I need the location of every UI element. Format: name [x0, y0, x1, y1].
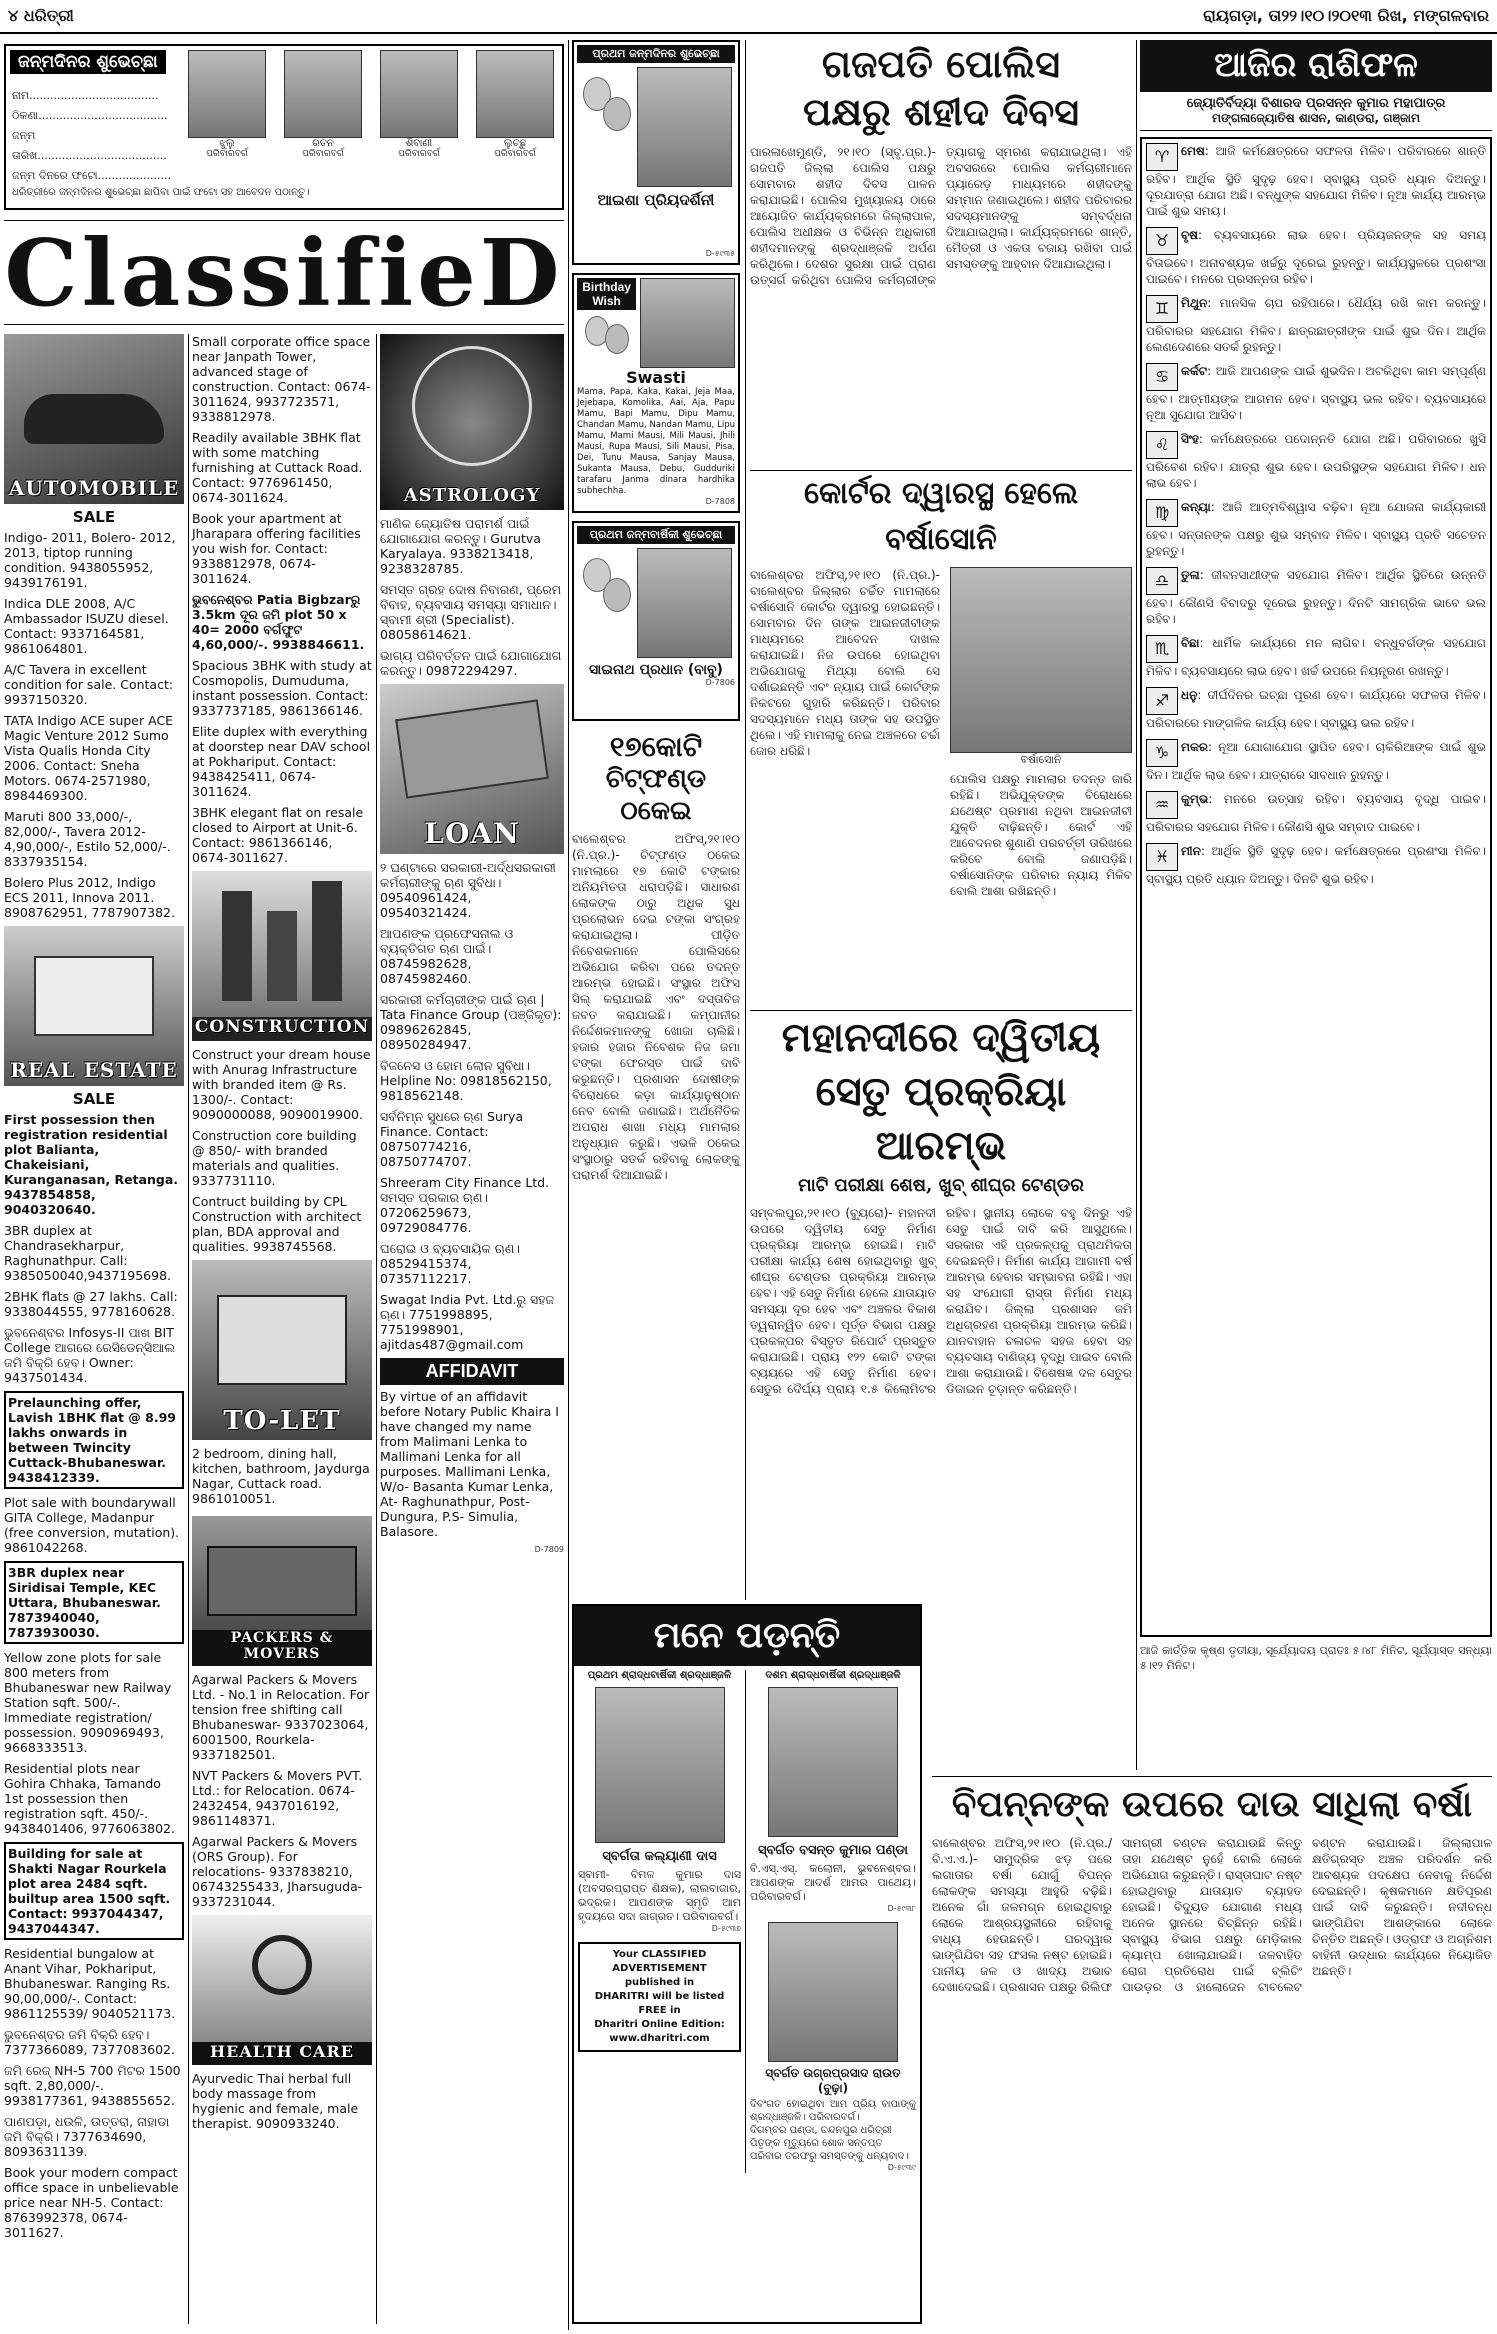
rashi-text: ବ୍ୟବସାୟରେ ଲାଭ ହେବ। ପ୍ରିୟଜନଙ୍କ ସହ ସମୟ ବିତାଇବେ। ଅନାବଶ୍ୟକ ଖର୍ଚ୍ଚରୁ ଦୂରେଇ ରୁହନ୍ତୁ। କାର୍ଯ୍ୟସ୍ଥଳରେ ପ୍ରଶଂସା ପାଇବେ। ମନରେ ପ୍ରସନ୍ନତା ରହିବ। — [1146, 228, 1486, 286]
rashifal-footer: ଆଜି କାର୍ତ୍ତିକ କୃଷ୍ଣ ତୃତୀୟା, ସୂର୍ଯ୍ୟୋଦୟ ପ୍ରାତଃ ୫।୪୮ ମିନିଟ, ସୂର୍ଯ୍ୟାସ୍ତ ସନ୍ଧ୍ୟା ୫।୧୨ ମିନିଟ। — [1140, 1644, 1492, 1672]
rashi-sign: କୁମ୍ଭ — [1181, 792, 1209, 806]
automobile-image — [4, 334, 184, 504]
rashi-entry: ♓ ମୀନ: ଆର୍ଥିକ ସ୍ଥିତି ସୁଦୃଢ଼ ହେବ। କର୍ମକ୍ଷେତ୍ରରେ ପ୍ରଶଂସା ମିଳିବ। ସ୍ବାସ୍ଥ୍ୟ ପ୍ରତି ଧ୍ୟାନ ଦିଅନ୍ତୁ। ଦିନଟି ଶୁଭ ରହିବ। — [1146, 844, 1486, 886]
rashi-text: ଆଜି ଆପଣଙ୍କ ପାଇଁ ଶୁଭଦିନ। ଅଟକିଥିବା କାମ ସମ୍ପୂର୍ଣ୍ଣ ହେବ। ଆତ୍ମୀୟଙ୍କ ଆଗମନ ହେବ। ସ୍ବାସ୍ଥ୍ୟ ଭଲ ରହିବ। ବ୍ୟବସାୟରେ ନୂଆ ସୁଯୋଗ ଆସିବ। — [1146, 364, 1486, 422]
rashi-entry: ♊ ମିଥୁନ: ମାନସିକ ଚାପ ରହିପାରେ। ଧୈର୍ଯ୍ୟ ରଖି କାମ କରନ୍ତୁ। ପରିବାରର ସହଯୋଗ ମିଳିବ। ଛାତ୍ରଛାତ୍ରୀଙ୍କ ପାଇଁ ଶୁଭ ଦିନ। ଆର୍ଥିକ ଲେଣଦେଣରେ ସତର୍କ ରୁହନ୍ତୁ। — [1146, 296, 1487, 354]
rashi-sign: ମକର — [1181, 740, 1208, 754]
pisces-icon: ♓ — [1146, 843, 1178, 871]
cancer-icon: ♋ — [1146, 363, 1178, 391]
classified-ad: Contruct building by CPL Construction with architect plan, BDA approval and qualities. 9938745568. — [192, 1194, 362, 1254]
packers-image — [192, 1516, 372, 1666]
kid-name: ଶିବାଣୀ — [405, 138, 433, 149]
rashi-entry: ♐ ଧନୁ: ଦୀର୍ଘଦିନର ଇଚ୍ଛା ପୂରଣ ହେବ। କାର୍ଯ୍ୟରେ ସଫଳତା ମିଳିବ। ପରିବାରରେ ମାଙ୍ଗଳିକ କାର୍ଯ୍ୟ ହେବ। ସ୍ବାସ୍ଥ୍ୟ ଭଲ ରହିବ। — [1146, 688, 1487, 730]
first-bday-title: ପ୍ରଥମ ଜନ୍ମଦିନର ଶୁଭେଚ୍ଛା — [577, 45, 735, 63]
child-photo — [640, 278, 735, 368]
column-divider — [568, 40, 569, 2330]
car-icon — [24, 394, 164, 444]
classified-ad: ମାଣିକ ଜ୍ୟୋତିଷ ପରାମର୍ଶ ପାଇଁ ଯୋଗାଯୋଗ କରନ୍ତୁ। Gurutva Karyalaya. 9338213418, 9238328785. — [380, 516, 541, 576]
column-divider — [745, 40, 746, 1600]
memorial-photo — [595, 1687, 725, 1843]
memorial-name: ସ୍ବର୍ଗତା କଲ୍ୟାଣୀ ଦାସ — [602, 1849, 717, 1864]
classified-ad: A/C Tavera in excellent condition for sale. Contact: 9937150320. — [4, 662, 174, 707]
flood-headline: ବିପନ୍ନଙ୍କ ଉପରେ ଦାଉ ସାଧିଲା ବର୍ଷା — [951, 1783, 1473, 1825]
realestate-image — [4, 926, 184, 1086]
memorial-dob: ଦିଗମ୍ବର ପଣ୍ଡା, ଚନ୍ଦନପୁର ଧରିତ୍ରୀ — [750, 2125, 892, 2136]
truck-icon — [207, 1546, 357, 1616]
mahanadi-story — [750, 1010, 1132, 1590]
memorial-thanks: ପିତୃଙ୍କ ମୃତ୍ୟୁରେ ଶୋକ ସନ୍ତପ୍ତ ପରିବାର ତରଫରୁ ସମସ୍ତଙ୍କୁ ଧନ୍ୟବାଦ। — [750, 2138, 909, 2162]
promo-line: Your CLASSIFIED — [612, 1949, 707, 1960]
classified-ad: Maruti 800 33,000/-, 82,000/-, Tavera 2012- 4,90,000/-, Estilo 52,000/-. 8337935154. — [4, 809, 171, 869]
classified-ad: ସମସ୍ତ ଗ୍ରହ ଦୋଷ ନିବାରଣ, ପ୍ରେମ ବିବାହ, ବ୍ୟବସାୟ ସମସ୍ୟା ସମାଧାନ। ସ୍ବାମୀ ଶ୍ରୀ (Specialist). 08058614621. — [380, 582, 562, 642]
chitfund-body: ବାଲେଶ୍ବର ଅଫିସ୍,୨୧।୧୦ (ନି.ପ୍ର.)- ଚିଟ୍‌ଫଣ୍ଡ ଠକେଇ ମାମଲାରେ ୧୭ କୋଟି ଟଙ୍କାର ଅନିୟମିତତା ଧରାପଡ଼ିଛି। ସାଧାରଣ ଲୋକଙ୍କ ଠାରୁ ଅଧିକ ସୁଧ ପ୍ରଲୋଭନ ଦେଇ ଟଙ୍କା ସଂଗ୍ରହ କରାଯାଇଥିଲା। ପୀଡ଼ିତ ନିବେଶକମାନେ ପୋଲିସରେ ଅଭିଯୋଗ କରିବା ପରେ ତଦନ୍ତ ଆରମ୍ଭ ହୋଇଛି। ସଂସ୍ଥାର ଅଫିସ ସିଲ୍ କରାଯାଇଛି ଏବଂ ଦସ୍ତାବିଜ ଜବତ କରାଯାଇଛି। କମ୍ପାନୀର ନିର୍ଦ୍ଦେଶକମାନଙ୍କୁ ଖୋଜା ଚାଲିଛି। ହଜାର ହଜାର ନିବେଶକ ନିଜ ଜମା ଟଙ୍କା ଫେରସ୍ତ ପାଇଁ ଦାବି କରୁଛନ୍ତି। ପ୍ରଶାସନ ଦୋଷୀଙ୍କ ବିରୋଧରେ କଡ଼ା କାର୍ଯ୍ୟାନୁଷ୍ଠାନ ନେବ ବୋଲି ଜଣାଇଛି। ଅର୍ଥନୈତିକ ଅପରାଧ ଶାଖା ମଧ୍ୟ ମାମଲାର ଅନୁଧ୍ୟାନ କରୁଛି। ଏଭଳି ଠକେଇ ସଂସ୍ଥାଠାରୁ ସତର୍କ ରହିବାକୁ ଲୋକଙ୍କୁ ପରାମର୍ଶ ଦିଆଯାଇଛି। — [572, 832, 740, 1182]
first-bday-name: ଆଇଶା ପ୍ରିୟଦର୍ଶିନୀ — [597, 191, 715, 209]
court-photo — [950, 567, 1132, 753]
classified-ad: Construction core building @ 850/- with branded materials and qualities. 9337731110. — [192, 1128, 357, 1188]
kid-card — [474, 50, 556, 176]
memorial-card — [746, 1670, 916, 2173]
classified-ad: Agarwal Packers & Movers Ltd. - No.1 in Relocation. For tension free shifting call Bhubaneswar- 9337023064, 6001500, Rourkela- 9337182501. — [192, 1672, 370, 1762]
house-icon — [217, 1295, 347, 1385]
rashi-entry: ♋ କର୍କଟ: ଆଜି ଆପଣଙ୍କ ପାଇଁ ଶୁଭଦିନ। ଅଟକିଥିବା କାମ ସମ୍ପୂର୍ଣ୍ଣ ହେବ। ଆତ୍ମୀୟଙ୍କ ଆଗମନ ହେବ। ସ୍ବାସ୍ଥ୍ୟ ଭଲ ରହିବ। ବ୍ୟବସାୟରେ ନୂଆ ସୁଯୋଗ ଆସିବ। — [1146, 364, 1486, 422]
classified-ad: ଭାଗ୍ୟ ପରିବର୍ତ୍ତନ ପାଇଁ ଯୋଗାଯୋଗ କରନ୍ତୁ। 09872294297. — [380, 648, 562, 678]
kid-name: ଝୁଲୁ — [219, 138, 235, 149]
kid-photo — [188, 50, 266, 138]
rashi-text: ଧାର୍ମିକ କାର୍ଯ୍ୟରେ ମନ ଲାଗିବ। ବନ୍ଧୁବର୍ଗଙ୍କ ସହଯୋଗ ମିଳିବ। ବ୍ୟବସାୟରେ ଲାଭ ହେବ। ଖର୍ଚ୍ଚ ଉପରେ ନିୟନ୍ତ୍ରଣ ରଖନ୍ତୁ। — [1146, 636, 1486, 678]
tolet-category: TO-LET — [223, 1406, 341, 1436]
stethoscope-icon — [252, 1935, 312, 1995]
first-bday-box — [572, 40, 740, 265]
flood-story — [932, 1776, 1492, 2324]
classified-ad: First possession then registration residential plot Balianta, Chakeisiani, Kuranganasan, Retanga. 9437854858, 9040320640. — [4, 1112, 178, 1217]
classified-ad: Indica DLE 2008, A/C Ambassador ISUZU diesel. Contact: 9337164581, 9861064801. — [4, 596, 169, 656]
virgo-icon: ♍ — [1146, 499, 1178, 527]
classified-ad: Small corporate office space near Janpath Tower, advanced stage of construction. Contact: 0674-3011624, 9937723571, 9338812978. — [192, 334, 371, 424]
rashi-entry: ♒ କୁମ୍ଭ: ମନରେ ଉତ୍ସାହ ରହିବ। ବ୍ୟବସାୟ ବୃଦ୍ଧି ପାଇବ। ପରିବାରର ସହଯୋଗ ମିଳିବ। କୌଣସି ଶୁଭ ସମ୍ବାଦ ପାଇବେ। — [1146, 792, 1486, 834]
classified-ad: Plot sale with boundarywall GITA College, Madanpur (free conversion, mutation). 9861042268. — [4, 1495, 180, 1555]
rashi-text: ଦୀର୍ଘଦିନର ଇଚ୍ଛା ପୂରଣ ହେବ। କାର୍ଯ୍ୟରେ ସଫଳତା ମିଳିବ। ପରିବାରରେ ମାଙ୍ଗଳିକ କାର୍ଯ୍ୟ ହେବ। ସ୍ବାସ୍ଥ୍ୟ ଭଲ ରହିବ। — [1146, 688, 1487, 730]
classified-ad: Swagat India Pvt. Ltd.ରୁ ସହଜ ଋଣ। 7751998895, 7751998901, ajitdas487@gmail.com — [380, 1292, 555, 1352]
building-icon — [267, 911, 297, 1001]
mahanadi-subhead: ମାଟି ପରୀକ୍ଷା ଶେଷ, ଖୁବ୍ ଶୀଘ୍ର ଟେଣ୍ଡର — [798, 1175, 1084, 1196]
ad-code: D-7809 — [534, 1545, 564, 1554]
rashi-sign: ମେଷ — [1181, 144, 1205, 158]
mane-padanti-title: ମନେ ପଡ଼ନ୍ତି — [574, 1606, 920, 1666]
classified-ad: ଭୁବନେଶ୍ବର Patia Bigbzarରୁ 3.5km ଦୂର ଜମି plot 50 x 40= 2000 ବର୍ଗଫୁଟ 4,60,000/-. 9938846611. — [192, 592, 365, 652]
scorpio-icon: ♏ — [1146, 635, 1178, 663]
dateline: ରାୟଗଡ଼ା, ତା୨୨।୧୦।୨୦୧୩ ରିଖ, ମଙ୍ଗଳବାର — [1203, 6, 1489, 25]
rashi-sign: ତୁଳା — [1181, 568, 1200, 582]
classified-ad: Indigo- 2011, Bolero- 2012, 2013, tiptop running condition. 9438055952, 9439176191. — [4, 530, 176, 590]
classified-ad: Book your modern compact office space in unbelievable price near NH-5. Contact: 8763992378, 0674-3011627. — [4, 2165, 179, 2240]
ad-code: D-7808 — [705, 497, 735, 506]
affidavit-text: By virtue of an affidavit before Notary Public Khaira I have changed my name from Malimani Lenka to Mallimani Lenka for all purposes. Mallimani Lenka, W/o- Basanta Kumar Lenka, At- Raghunathpur, Post- Dungura, P.S- Simulia, Balasore. — [380, 1389, 559, 1539]
page-header — [0, 0, 1497, 34]
classified-ad: Residential bungalow at Anant Vihar, Pokhariput, Bhubaneswar. Ranging Rs. 90,00,000/-. Contact: 9861125539/ 9040521173. — [4, 1946, 176, 2021]
realestate-heading: SALE — [72, 1090, 116, 1108]
birthday-wish-text: Mama, Papa, Kaka, Kakai, Jeja Maa, Jejebapa, Komolika, Aai, Aja, Papu Mamu, Bapi Mamu, Dipu Mamu, Chandan Mamu, Nandan Mamu, Lipu Mamu, Mami Mausi, Mili Mausi, Jhili Mausi, Rupa Mausi, Sili Mausi, Pisa, Dei, Tunu Mausa, Sanjay Mausa, Sukanta Mausa, Debu, Gudduriki tarafaru Janma dinara hardhika subhechha. — [577, 387, 735, 496]
classified-ad: Bolero Plus 2012, Indigo ECS 2011, Innova 2011. 8908762951, 7787907382. — [4, 875, 175, 920]
form-field: ଠିକଣା..................................... — [12, 109, 168, 122]
first-anniv-name: ସାଇନାଥ ପ୍ରଧାନ (ବାବୁ) — [589, 662, 723, 678]
rashi-entry: ♍ କନ୍ୟା: ଆଜି ଆତ୍ମବିଶ୍ୱାସ ବଢ଼ିବ। ନୂଆ ଯୋଜନା କାର୍ଯ୍ୟକାରୀ ହେବ। ସନ୍ତାନଙ୍କ ପକ୍ଷରୁ ଶୁଭ ସମ୍ବାଦ ମିଳିବ। ସ୍ବାସ୍ଥ୍ୟ ପ୍ରତି ସଚେତନ ରୁହନ୍ତୁ। — [1146, 500, 1487, 558]
classified-ad: Yellow zone plots for sale 800 meters from Bhubaneswar new Railway Station sqft. 500/-. Immediate registration/ possession. 9090969493, 9668333513. — [4, 1650, 172, 1755]
ad-code: D-7806 — [705, 678, 735, 687]
astrology-category: ASTROLOGY — [403, 485, 541, 506]
birthday-wish-name: Swasti — [626, 368, 686, 387]
rashi-text: ଆଜି କର୍ମକ୍ଷେତ୍ରରେ ସଫଳତା ମିଳିବ। ପରିବାରରେ ଶାନ୍ତି ରହିବ। ଆର୍ଥିକ ସ୍ଥିତି ସୁଦୃଢ଼ ହେବ। ସ୍ବାସ୍ଥ୍ୟ ପ୍ରତି ଧ୍ୟାନ ଦିଅନ୍ତୁ। ଦୂରଯାତ୍ରା ଯୋଗ ଅଛି। ବନ୍ଧୁଙ୍କ ସହଯୋଗ ମିଳିବ। ନୂଆ କାର୍ଯ୍ୟ ଆରମ୍ଭ ପାଇଁ ଶୁଭ ସମୟ। — [1146, 144, 1486, 218]
rashi-text: ଆଜି ଆତ୍ମବିଶ୍ୱାସ ବଢ଼ିବ। ନୂଆ ଯୋଜନା କାର୍ଯ୍ୟକାରୀ ହେବ। ସନ୍ତାନଙ୍କ ପକ୍ଷରୁ ଶୁଭ ସମ୍ବାଦ ମିଳିବ। ସ୍ବାସ୍ଥ୍ୟ ପ୍ରତି ସଚେତନ ରୁହନ୍ତୁ। — [1146, 500, 1487, 558]
automobile-heading: SALE — [72, 508, 116, 526]
classified-ad: Readily available 3BHK flat with some matching furnishing at Cuttack Road. Contact: 9776961450, 0674-3011624. — [192, 430, 363, 505]
classified-ad: Shreeram City Finance Ltd. ସମସ୍ତ ପ୍ରକାର ଋଣ। 07206259673, 09729084776. — [380, 1175, 550, 1235]
classified-ad: 2BHK flats @ 27 lakhs. Call: 9338044555, 9778160628. — [4, 1289, 178, 1319]
rashi-text: ଆର୍ଥିକ ସ୍ଥିତି ସୁଦୃଢ଼ ହେବ। କର୍ମକ୍ଷେତ୍ରରେ ପ୍ରଶଂସା ମିଳିବ। ସ୍ବାସ୍ଥ୍ୟ ପ୍ରତି ଧ୍ୟାନ ଦିଅନ୍ତୁ। ଦିନଟି ଶୁଭ ରହିବ। — [1146, 844, 1486, 886]
memorial-name: ସ୍ବର୍ଗତ ଉଗ୍ରପ୍ରସାଦ ରାଉତ (ବୁଢ଼ା) — [765, 2066, 901, 2095]
kid-photo — [284, 50, 362, 138]
kid-photo — [380, 50, 458, 138]
kid-name: ଲୁଚ୍ଛୁ — [503, 138, 527, 149]
classified-ad: ପାଣପଡ଼ା, ଧଉଳି, ଉତ୍ତରା, ନାହାଡା ଜମି ବିକ୍ରି। 7377634690, 8093631139. — [4, 2114, 170, 2159]
rashi-entry: ♈ ମେଷ: ଆଜି କର୍ମକ୍ଷେତ୍ରରେ ସଫଳତା ମିଳିବ। ପରିବାରରେ ଶାନ୍ତି ରହିବ। ଆର୍ଥିକ ସ୍ଥିତି ସୁଦୃଢ଼ ହେବ। ସ୍ବାସ୍ଥ୍ୟ ପ୍ରତି ଧ୍ୟାନ ଦିଅନ୍ତୁ। ଦୂରଯାତ୍ରା ଯୋଗ ଅଛି। ବନ୍ଧୁଙ୍କ ସହଯୋଗ ମିଳିବ। ନୂଆ କାର୍ଯ୍ୟ ଆରମ୍ଭ ପାଇଁ ଶୁଭ ସମୟ। — [1146, 144, 1486, 218]
libra-icon: ♎ — [1146, 567, 1178, 595]
page-label: ୪ ଧରିତ୍ରୀ — [8, 6, 74, 25]
building-icon — [222, 891, 252, 1001]
rashi-entry: ♌ ସିଂହ: କର୍ମକ୍ଷେତ୍ରରେ ପଦୋନ୍ନତି ଯୋଗ ଅଛି। ପରିବାରରେ ଖୁସି ପରିବେଶ ରହିବ। ଯାତ୍ରା ଶୁଭ ହେବ। ଉପରିସ୍ଥଙ୍କ ସହଯୋଗ ମିଳିବ। ଧନ ଲାଭ ହେବ। — [1146, 432, 1487, 490]
loan-category: LOAN — [424, 817, 520, 850]
police-body: ପାରଳାଖେମୁଣ୍ଡି, ୨୧।୧୦ (ସ୍ବୃ.ପ୍ର.)- ଗଜପତି ଜିଲ୍ଲା ପୋଲିସ ପକ୍ଷରୁ ସୋମବାର ଶହୀଦ ଦିବସ ପାଳନ କରାଯାଇଛି। ପୋଲିସ ମୁଖ୍ୟାଳୟ ଠାରେ ଆୟୋଜିତ କାର୍ଯ୍ୟକ୍ରମରେ ଜିଲ୍ଲାପାଳ, ପୋଲିସ ଅଧୀକ୍ଷକ ଓ ବିଭିନ୍ନ ଅଧିକାରୀ ଶହୀଦମାନଙ୍କୁ ଶ୍ରଦ୍ଧାଞ୍ଜଳି ଅର୍ପଣ କରିଥିଲେ। ଦେଶର ସୁରକ୍ଷା ପାଇଁ ପ୍ରାଣ ଉତ୍ସର୍ଗ କରିଥିବା ପୋଲିସ କର୍ମଚାରୀଙ୍କ ତ୍ୟାଗକୁ ସ୍ମରଣ କରାଯାଇଥିଲା। ଏହି ଅବସରରେ ପୋଲିସ କର୍ମଚାରୀମାନେ ପ୍ୟାରେଡ଼ ମାଧ୍ୟମରେ ଶହୀଦଙ୍କୁ ସମ୍ମାନ ଜଣାଇଥିଲେ। ଶହୀଦ ପରିବାରର ସଦସ୍ୟମାନଙ୍କୁ ସମ୍ବର୍ଦ୍ଧନା ଦିଆଯାଇଥିଲା। କାର୍ଯ୍ୟକ୍ରମରେ ଶାନ୍ତି, ମୈତ୍ରୀ ଓ ଏକତା ବଜାୟ ରଖିବା ପାଇଁ ସମସ୍ତଙ୍କୁ ଆହ୍ବାନ ଦିଆଯାଇଥିଲା। — [750, 145, 1132, 287]
promo-url[interactable]: www.dharitri.com — [609, 2033, 710, 2044]
classified-ad: TATA Indigo ACE super ACE Magic Venture 2012 Sumo Vista Qualis Honda City 2006. Contact: Sneha Motors. 0674-2571980, 8984469300. — [4, 713, 174, 803]
rashi-sign: କନ୍ୟା — [1181, 500, 1211, 514]
rashifal-byline: ଜ୍ୟୋତିର୍ବିଦ୍ୟା ବିଶାରଦ ପ୍ରସନ୍ନ କୁମାର ମହାପାତ୍ର — [1186, 96, 1446, 111]
first-anniv-box — [572, 521, 740, 721]
rashi-sign: ମୀନ — [1181, 844, 1201, 858]
rashi-sign: ବିଛା — [1181, 636, 1200, 650]
aquarius-icon: ♒ — [1146, 791, 1178, 819]
birthday-wish-title: Birthday Wish — [577, 278, 636, 310]
construction-category: CONSTRUCTION — [192, 1017, 372, 1041]
birthday-wish-box — [572, 273, 740, 513]
rashifal-title: ଆଜିର ରାଶିଫଳ — [1140, 40, 1492, 92]
birthday-note: ଧରିତ୍ରୀରେ ଜନ୍ମଦିନର ଶୁଭେଚ୍ଛା ଛାପିବା ପାଇଁ ଫଟୋ ସହ ଆବେଦନ ପଠାନ୍ତୁ। — [12, 187, 310, 198]
tolet-image — [192, 1260, 372, 1440]
rashi-text: ମନରେ ଉତ୍ସାହ ରହିବ। ବ୍ୟବସାୟ ବୃଦ୍ଧି ପାଇବ। ପରିବାରର ସହଯୋଗ ମିଳିବ। କୌଣସି ଶୁଭ ସମ୍ବାଦ ପାଇବେ। — [1146, 792, 1486, 834]
classified-ad: Elite duplex with everything at doorstep near DAV school at Pokhariput. Contact: 9438425411, 0674-3011624. — [192, 724, 371, 799]
zodiac-wheel-icon — [412, 346, 532, 466]
ad-code: D-୫୯୩୫ — [705, 249, 735, 258]
kid-card — [186, 50, 268, 176]
classified-masthead — [4, 220, 564, 325]
classified-ad: ସରକାରୀ କର୍ମଚାରୀଙ୍କ ପାଇଁ ଋଣ | Tata Finance Group (ପଞ୍ଜିକୃତ): 09896262845, 08950284947. — [380, 992, 562, 1052]
rashi-sign: କର୍କଟ — [1181, 364, 1208, 378]
mahanadi-headline-1: ମହାନଦୀରେ ଦ୍ୱିତୀୟ — [781, 1014, 1101, 1061]
packers-category: PACKERS & MOVERS — [192, 1630, 372, 1666]
construction-image — [192, 871, 372, 1041]
building-icon — [312, 881, 342, 1001]
aries-icon: ♈ — [1146, 143, 1178, 171]
memorial-card — [578, 1670, 746, 2173]
classified-ad: 2 bedroom, dining hall, kitchen, bathroom, Jaydurga Nagar, Cuttack road. 9861010051. — [192, 1446, 370, 1506]
classified-ad: Book your apartment at Jharapara offering facilities you wish for. Contact: 9338812978, 0674-3011624. — [192, 511, 361, 586]
birthday-column — [572, 40, 740, 1182]
rashifal-column — [1140, 40, 1492, 1770]
classified-ad: ଭୁବନେଶ୍ବର ଜମି ବିକ୍ରି ହେବ। 7377366089, 7377083602. — [4, 2027, 175, 2057]
form-field: ଜନ୍ମ ତାରିଖ..................................... — [12, 129, 167, 162]
promo-line: Dharitri Online Edition: — [594, 2019, 725, 2030]
ad-code: D-୫୯୩୮ — [887, 1904, 916, 1913]
court-story — [750, 470, 1132, 1010]
classified-ad: Agarwal Packers & Movers (ORS Group). For relocations- 9337838210, 06743255433, Jharsuguda-9337231044. — [192, 1834, 363, 1909]
court-headline: କୋର୍ଟର ଦ୍ୱାରସ୍ଥ ହେଲେ ବର୍ଷାସୋନି — [803, 476, 1079, 557]
rashi-entry: ♉ ବୃଷ: ବ୍ୟବସାୟରେ ଲାଭ ହେବ। ପ୍ରିୟଜନଙ୍କ ସହ ସମୟ ବିତାଇବେ। ଅନାବଶ୍ୟକ ଖର୍ଚ୍ଚରୁ ଦୂରେଇ ରୁହନ୍ତୁ। କାର୍ଯ୍ୟସ୍ଥଳରେ ପ୍ରଶଂସା ପାଇବେ। ମନରେ ପ୍ରସନ୍ନତା ରହିବ। — [1146, 228, 1486, 286]
automobile-category: AUTOMOBILE — [8, 476, 180, 500]
court-body-1: ବାଲେଶ୍ବର ଅଫିସ୍,୨୧।୧୦ (ନି.ପ୍ର.)- ବାଲେଶ୍ବର ଜିଲ୍ଲାର ଚର୍ଚ୍ଚିତ ମାମଲାରେ ବର୍ଷାସୋନି କୋର୍ଟର ଦ୍ୱାରସ୍ଥ ହୋଇଛନ୍ତି। ସୋମବାର ଦିନ ତାଙ୍କ ଆଇନଜୀବୀଙ୍କ ମାଧ୍ୟମରେ ଆବେଦନ ଦାଖଲ କରାଯାଇଛି। ନିଜ ଉପରେ ହୋଇଥିବା ଅଭିଯୋଗକୁ ମିଥ୍ୟା ବୋଲି ସେ ଦର୍ଶାଇଛନ୍ତି ଏବଂ ନ୍ୟାୟ ପାଇଁ କୋର୍ଟଙ୍କ ନିକଟରେ ଗୁହାରି କରିଛନ୍ତି। ପରିବାର ସଦସ୍ୟମାନେ ମଧ୍ୟ ତାଙ୍କ ସହ ଉପସ୍ଥିତ ଥିଲେ। ଏହି ମାମଲାକୁ ନେଇ ଅଞ୍ଚଳରେ ଚର୍ଚ୍ଚା ଜୋର ଧରିଛି। — [750, 568, 940, 758]
promo-line: ADVERTISEMENT published in — [612, 1963, 707, 1988]
kid-card — [282, 50, 364, 176]
classified-ad: Building for sale at Shakti Nagar Rourkela plot area 2484 sqft. builtup area 1500 sqft. Contact: 9937044347, 9437044347. — [4, 1842, 184, 1940]
online-promo — [578, 1942, 741, 2052]
flood-body: ବାଲେଶ୍ବର ଅଫିସ୍,୨୧।୧୦ (ନି.ପ୍ର./ବି.ଏ.ଏ.)- ସାମୁଦ୍ରିକ ଝଡ଼ ପରେ ଲଗାତାର ବର୍ଷା ଯୋଗୁଁ ବିପନ୍ନ ଲୋକଙ୍କ ସମସ୍ୟା ଆହୁରି ବଢ଼ିଛି। ଅନେକ ଗାଁ ଜଳମଗ୍ନ ହୋଇଥିବାରୁ ଲୋକେ ଆଶ୍ରୟସ୍ଥଳୀରେ ରହିବାକୁ ବାଧ୍ୟ ହେଉଛନ୍ତି। ଘରଦ୍ୱାର ଭାଙ୍ଗିଯିବା ସହ ଫସଲ ନଷ୍ଟ ହୋଇଛି। ପାନୀୟ ଜଳ ଓ ଖାଦ୍ୟ ଅଭାବ ଦେଖାଦେଇଛି। ପ୍ରଶାସନ ପକ୍ଷରୁ ରିଲିଫ ସାମଗ୍ରୀ ବଣ୍ଟନ କରାଯାଉଛି କିନ୍ତୁ ତାହା ଯଥେଷ୍ଟ ନୁହେଁ ବୋଲି ଲୋକେ ଅଭିଯୋଗ କରୁଛନ୍ତି। ରାସ୍ତାଘାଟ ନଷ୍ଟ ହୋଇଥିବାରୁ ଯାତାୟାତ ବ୍ୟାହତ ହୋଇଛି। ବିଦ୍ୟୁତ ଯୋଗାଣ ମଧ୍ୟ ଅନେକ ସ୍ଥାନରେ ବିଚ୍ଛିନ୍ନ ରହିଛି। ସ୍ବାସ୍ଥ୍ୟ ବିଭାଗ ପକ୍ଷରୁ ମେଡ଼ିକାଲ କ୍ୟାମ୍ପ ଖୋଲାଯାଇଛି। ଜଳବାହିତ ରୋଗ ପ୍ରତିରୋଧ ପାଇଁ ବ୍ଲିଚିଂ ପାଉଡ଼ର ଓ ହାଲୋଜେନ ଟାବଲେଟ ବଣ୍ଟନ କରାଯାଉଛି। ଜିଲ୍ଲାପାଳ କ୍ଷତିଗ୍ରସ୍ତ ଅଞ୍ଚଳ ପରିଦର୍ଶନ କରି ଆବଶ୍ୟକ ପଦକ୍ଷେପ ନେବାକୁ ନିର୍ଦ୍ଦେଶ ଦେଇଛନ୍ତି। କୃଷକମାନେ କ୍ଷତିପୂରଣ ପାଇଁ ଦାବି କରୁଛନ୍ତି। ନଦୀବନ୍ଧ ଭାଙ୍ଗିଯିବା ଆଶଙ୍କାରେ ଲୋକେ ଚିନ୍ତିତ ଅଛନ୍ତି। ଓଡ୍ରାଫ ଓ ଅଗ୍ନିଶମ ବାହିନୀ ଉଦ୍ଧାର କାର୍ଯ୍ୟରେ ନିୟୋଜିତ ଅଛନ୍ତି। — [932, 1836, 1492, 1994]
balloons-icon — [577, 548, 637, 638]
police-story — [750, 40, 1132, 470]
rashifal-byline-2: ମଙ୍ଗଳାଜ୍ୟୋତିଷ ଶାସନ, କାଣ୍ଡରା, ଗଞ୍ଜାମ — [1140, 111, 1492, 131]
kid-caption: ପରିବାରବର୍ଗ — [302, 149, 344, 159]
realestate-category: REAL ESTATE — [10, 1058, 178, 1082]
classified-ad: ବିଜନେସ ଓ ହୋମ ଲୋନ ସୁବିଧା। Helpline No: 09818562150, 9818562148. — [380, 1058, 552, 1103]
ad-code: D-୫୯୩୭ — [711, 1924, 741, 1933]
rashi-sign: ମିଥୁନ — [1181, 296, 1208, 310]
rashi-entry: ♎ ତୁଳା: ଜୀବନସାଥୀଙ୍କ ସହଯୋଗ ମିଳିବ। ଆର୍ଥିକ ସ୍ଥିତିରେ ଉନ୍ନତି ହେବ। କୌଣସି ବିବାଦରୁ ଦୂରେଇ ରୁହନ୍ତୁ। ଦିନଟି ସାମଗ୍ରିକ ଭାବେ ଭଲ ରହିବ। — [1146, 568, 1487, 626]
memorial-text: ଦିବଂଗତ ହୋଇଥିବା ଆମ ପ୍ରିୟ ବାପାଙ୍କୁ ଶ୍ରଦ୍ଧାଞ୍ଜଳି। ପରିବାରବର୍ଗ। — [750, 2099, 916, 2123]
astrology-image — [380, 334, 564, 510]
chitfund-story — [572, 730, 740, 1182]
kid-card — [378, 50, 460, 176]
classified-ad: Residential plots near Gohira Chhaka, Tamando 1st possession then registration sqft. 450/-. 9438401406, 9776063802. — [4, 1761, 175, 1836]
balloons-icon — [577, 310, 636, 360]
leo-icon: ♌ — [1146, 431, 1178, 459]
police-headline-1: ଗଜପତି ପୋଲିସ — [821, 41, 1061, 86]
classified-ad: ଜମି ରେଜ୍ NH-5 700 ମିଟର 1500 sqft. 2,80,000/-. 9938177361, 9438855652. — [4, 2063, 181, 2108]
rashi-entry: ♑ ମକର: ନୂଆ ଯୋଗାଯୋଗ ସ୍ଥାପିତ ହେବ। ଚାକିରିଆଙ୍କ ପାଇଁ ଶୁଭ ଦିନ। ଆର୍ଥିକ ଲାଭ ହେବ। ଯାତ୍ରାରେ ସାବଧାନ ରୁହନ୍ତୁ। — [1146, 740, 1486, 782]
rashi-sign: ଧନୁ — [1181, 688, 1198, 702]
memorial-text: ସ୍ବାମୀ- ବିମଳ କୁମାର ଦାସ (ଅବସରପ୍ରାପ୍ତ ଶିକ୍ଷକ), ଲାଲବାଜାର, ଭଦ୍ରକ। ଆପଣଙ୍କ ସ୍ମୃତି ଆମ ହୃଦୟରେ ସଦା ଜାଗ୍ରତ। ପରିବାରବର୍ଗ। — [578, 1868, 741, 1923]
balloons-icon — [577, 67, 637, 157]
rashi-entry: ♏ ବିଛା: ଧାର୍ମିକ କାର୍ଯ୍ୟରେ ମନ ଲାଗିବ। ବନ୍ଧୁବର୍ଗଙ୍କ ସହଯୋଗ ମିଳିବ। ବ୍ୟବସାୟରେ ଲାଭ ହେବ। ଖର୍ଚ୍ଚ ଉପରେ ନିୟନ୍ତ୍ରଣ ରଖନ୍ତୁ। — [1146, 636, 1486, 678]
classified-ad: 3BR duplex near Siridisai Temple, KEC Uttara, Bhubaneswar. 7873940040, 7873930030. — [4, 1561, 184, 1644]
rashi-sign: ବୃଷ — [1181, 228, 1199, 242]
column-divider — [188, 334, 189, 2324]
gemini-icon: ♊ — [1146, 295, 1178, 323]
affidavit-title: AFFIDAVIT — [380, 1358, 564, 1385]
column-astrology-loan — [380, 334, 564, 2324]
memorial-photo — [768, 1922, 898, 2062]
rashi-text: କର୍ମକ୍ଷେତ୍ରରେ ପଦୋନ୍ନତି ଯୋଗ ଅଛି। ପରିବାରରେ ଖୁସି ପରିବେଶ ରହିବ। ଯାତ୍ରା ଶୁଭ ହେବ। ଉପରିସ୍ଥଙ୍କ ସହଯୋଗ ମିଳିବ। ଧନ ଲାଭ ହେବ। — [1146, 432, 1487, 490]
banknote-icon — [395, 699, 549, 798]
classified-ad: ଆପଣଙ୍କ ପ୍ରଫେସନାଲ ଓ ବ୍ୟକ୍ତିଗତ ଋଣ ପାଇଁ। 08745982628, 08745982460. — [380, 926, 514, 986]
classified-ad: Ayurvedic Thai herbal full body massage from hygienic and female, male therapist. 9090933240. — [192, 2071, 359, 2131]
baby-photo — [637, 548, 732, 658]
rashi-text: ନୂଆ ଯୋଗାଯୋଗ ସ୍ଥାପିତ ହେବ। ଚାକିରିଆଙ୍କ ପାଇଁ ଶୁଭ ଦିନ। ଆର୍ଥିକ ଲାଭ ହେବ। ଯାତ୍ରାରେ ସାବଧାନ ରୁହନ୍ତୁ। — [1146, 740, 1486, 782]
classified-ad: Spacious 3BHK with study at Cosmopolis, Dumuduma, instant possession. Contact: 9337737185, 9861366146. — [192, 658, 372, 718]
kid-caption: ପରିବାରବର୍ଗ — [206, 149, 248, 159]
form-field: ଜନ୍ମ ଦିନରେ ଫଟୋ..................... — [12, 169, 172, 182]
ad-code: D-୫୯୩୯ — [887, 2163, 916, 2172]
classified-ad: NVT Packers & Movers PVT. Ltd.: for Relocation. 0674-2432454, 9437016192, 9861148371. — [192, 1768, 363, 1828]
chitfund-headline-2: ଚିଟ୍‌ଫଣ୍ଡ ଠକେଇ — [605, 764, 707, 826]
birthday-box — [4, 44, 564, 210]
form-field: ନାମ..................................... — [12, 89, 159, 102]
court-photo-caption: ବର୍ଷାସୋନି — [1020, 753, 1062, 766]
mahanadi-headline-2: ସେତୁ ପ୍ରକ୍ରିୟା ଆରମ୍ଭ — [815, 1068, 1067, 1169]
kid-name: ରତନ — [312, 138, 334, 149]
memorial-heading: ଦଶମ ଶ୍ରାଦ୍ଧବାର୍ଷିକୀ ଶ୍ରଦ୍ଧାଞ୍ଜଳି — [765, 1670, 901, 1681]
classified-ad: 3BR duplex at Chandrasekharpur, Raghunathpur. Call: 9385050040,9437195698. — [4, 1223, 172, 1283]
house-icon — [34, 956, 154, 1036]
healthcare-image — [192, 1915, 372, 2065]
first-anniv-title: ପ୍ରଥମ ଜନ୍ମବାର୍ଷିକୀ ଶୁଭେଚ୍ଛା — [577, 526, 735, 544]
memorial-heading: ପ୍ରଥମ ଶ୍ରାଦ୍ଧବାର୍ଷିକୀ ଶ୍ରଦ୍ଧାଞ୍ଜଳି — [587, 1670, 732, 1681]
rashi-sign: ସିଂହ — [1181, 432, 1199, 446]
rashi-text: ମାନସିକ ଚାପ ରହିପାରେ। ଧୈର୍ଯ୍ୟ ରଖି କାମ କରନ୍ତୁ। ପରିବାରର ସହଯୋଗ ମିଳିବ। ଛାତ୍ରଛାତ୍ରୀଙ୍କ ପାଇଁ ଶୁଭ ଦିନ। ଆର୍ଥିକ ଲେଣଦେଣରେ ସତର୍କ ରୁହନ୍ତୁ। — [1146, 296, 1487, 354]
healthcare-category: HEALTH CARE — [192, 2042, 372, 2065]
classified-ad: 3BHK elegant flat on resale closed to Airport at Unit-6. Contact: 9861366146, 0674-3011627. — [192, 805, 364, 865]
memorial-name: ସ୍ବର୍ଗତ ବସନ୍ତ କୁମାର ପଣ୍ଡା — [757, 1843, 909, 1858]
classified-ad: ଘରୋଇ ଓ ବ୍ୟବସାୟିକ ଋଣ। 08529415374, 07357112217. — [380, 1241, 520, 1286]
taurus-icon: ♉ — [1146, 227, 1178, 255]
classified-ad: ଭୁବନେଶ୍ବର Infosys-II ପାଖ BIT College ଆଗରେ ରେସିଡେନ୍ସିଆଲ ଜମି ବିକ୍ରି ହେବ। Owner: 9437501434. — [4, 1325, 176, 1385]
loan-image — [380, 684, 564, 854]
mahanadi-body: ସମ୍ବଲପୁର,୨୧।୧୦ (ବ୍ୟୁରୋ)- ମହାନଦୀ ଉପରେ ଦ୍ୱିତୀୟ ସେତୁ ନିର୍ମାଣ ପ୍ରକ୍ରିୟା ଆରମ୍ଭ ହୋଇଛି। ମାଟି ପରୀକ୍ଷା କାର୍ଯ୍ୟ ଶେଷ ହୋଇଥିବାରୁ ଖୁବ୍ ଶୀଘ୍ର ଟେଣ୍ଡର ପ୍ରକ୍ରିୟା ଆରମ୍ଭ ହେବ। ଏହି ସେତୁ ନିର୍ମାଣ ହେଲେ ଯାତାୟାତ ସମସ୍ୟା ଦୂର ହେବ ଏବଂ ଅଞ୍ଚଳର ବିକାଶ ତ୍ୱରାନ୍ୱିତ ହେବ। ପୂର୍ତ୍ତ ବିଭାଗ ପକ୍ଷରୁ ପ୍ରକଳ୍ପର ବିସ୍ତୃତ ରିପୋର୍ଟ ପ୍ରସ୍ତୁତ କରାଯାଇଛି। ପ୍ରାୟ ୧୨୨ କୋଟି ଟଙ୍କା ବ୍ୟୟରେ ଏହି ସେତୁ ନିର୍ମାଣ ହେବ। ସେତୁର ଦୈର୍ଘ୍ୟ ପ୍ରାୟ ୧.୫ କିଲୋମିଟର ରହିବ। ସ୍ଥାନୀୟ ଲୋକେ ବହୁ ଦିନରୁ ଏହି ସେତୁ ପାଇଁ ଦାବି କରି ଆସୁଥିଲେ। ସରକାର ଏହି ପ୍ରକଳ୍ପକୁ ପ୍ରାଥମିକତା ଦେଇଛନ୍ତି। ନିର୍ମାଣ କାର୍ଯ୍ୟ ଆଗାମୀ ବର୍ଷ ଆରମ୍ଭ ହେବାର ସମ୍ଭାବନା ରହିଛି। ଏହା ସହ ସଂଯୋଗୀ ରାସ୍ତା ନିର୍ମାଣ ମଧ୍ୟ କରାଯିବ। ଜିଲ୍ଲା ପ୍ରଶାସନ ଜମି ଅଧିଗ୍ରହଣ ପ୍ରକ୍ରିୟା ଆରମ୍ଭ କରିଛି। ଯାନବାହାନ ଚଳାଚଳ ସହଜ ହେବା ସହ ବ୍ୟବସାୟ ବାଣିଜ୍ୟ ବୃଦ୍ଧି ପାଇବ ବୋଲି ଆଶା କରାଯାଉଛି। ବିଶେଷଜ୍ଞ ଦଳ ସେତୁର ଡିଜାଇନ ଚୂଡ଼ାନ୍ତ କରିଛନ୍ତି। — [750, 1206, 1132, 1396]
birthday-title: ଜନ୍ମଦିନର ଶୁଭେଚ୍ଛା — [10, 50, 166, 74]
police-headline-2: ପକ୍ଷରୁ ଶହୀଦ ଦିବସ — [802, 89, 1080, 134]
chitfund-headline-1: ୧୭କୋଟି — [609, 730, 703, 763]
kid-photo — [476, 50, 554, 138]
sagittarius-icon: ♐ — [1146, 687, 1178, 715]
memorial-text: ବି.ଏସ୍.ଏସ୍. କଲୋନୀ, ଭୁବନେଶ୍ବର। ଆପଣଙ୍କ ଆଦର୍ଶ ଆମର ପାଥେୟ। ପରିବାରବର୍ଗ। — [750, 1862, 916, 1903]
kid-caption: ପରିବାରବର୍ଗ — [494, 149, 536, 159]
promo-line: DHARITRI will be listed FREE in — [594, 1991, 725, 2016]
kid-caption: ପରିବାରବର୍ଗ — [398, 149, 440, 159]
classified-ad: ୨ ଘଣ୍ଟାରେ ସରକାରୀ-ଅର୍ଦ୍ଧସରକାରୀ କର୍ମଚାରୀଙ୍କୁ ଋଣ ସୁବିଧା। 09540961424, 09540321424. — [380, 860, 556, 920]
mane-padanti-box — [572, 1604, 922, 2324]
column-divider — [376, 334, 377, 2324]
classified-ad: Construct your dream house with Anurag Infrastructure with branded item @ Rs. 1300/-. Contact: 9090000088, 9090019900. — [192, 1047, 371, 1122]
column-automobile-realestate — [4, 334, 184, 2324]
classified-title: ClassifieD — [4, 218, 564, 327]
column-construction — [192, 334, 372, 2324]
classified-ad: ସର୍ବନିମ୍ନ ସୁଧରେ ଋଣ Surya Finance. Contact: 08750774216, 08750774707. — [380, 1109, 524, 1169]
rashi-text: ଜୀବନସାଥୀଙ୍କ ସହଯୋଗ ମିଳିବ। ଆର୍ଥିକ ସ୍ଥିତିରେ ଉନ୍ନତି ହେବ। କୌଣସି ବିବାଦରୁ ଦୂରେଇ ରୁହନ୍ତୁ। ଦିନଟି ସାମଗ୍ରିକ ଭାବେ ଭଲ ରହିବ। — [1146, 568, 1487, 626]
court-body-2: ପୋଲିସ ପକ୍ଷରୁ ମାମଲାର ତଦନ୍ତ ଜାରି ରହିଛି। ଅଭିଯୁକ୍ତଙ୍କ ବିରୋଧରେ ଯଥେଷ୍ଟ ପ୍ରମାଣ ନଥିବା ଆଇନଜୀବୀ ଯୁକ୍ତି ବାଢ଼ିଛନ୍ତି। କୋର୍ଟ ଏହି ଆବେଦନର ଶୁଣାଣି ପରବର୍ତ୍ତୀ ତାରିଖରେ କରିବେ ବୋଲି ଜଣାପଡ଼ିଛି। ବର୍ଷାସୋନିଙ୍କ ପରିବାର ନ୍ୟାୟ ମିଳିବ ବୋଲି ଆଶା ରଖିଛନ୍ତି। — [950, 772, 1132, 898]
column-divider — [1136, 40, 1137, 1770]
memorial-photo — [768, 1687, 898, 1837]
classified-ad: Prelaunching offer, Lavish 1BHK flat @ 8.99 lakhs onwards in between Twincity Cuttack-Bhubaneswar. 9438412339. — [4, 1391, 184, 1489]
capricorn-icon: ♑ — [1146, 739, 1178, 767]
baby-photo — [637, 67, 732, 187]
rashifal-list — [1140, 137, 1492, 1637]
